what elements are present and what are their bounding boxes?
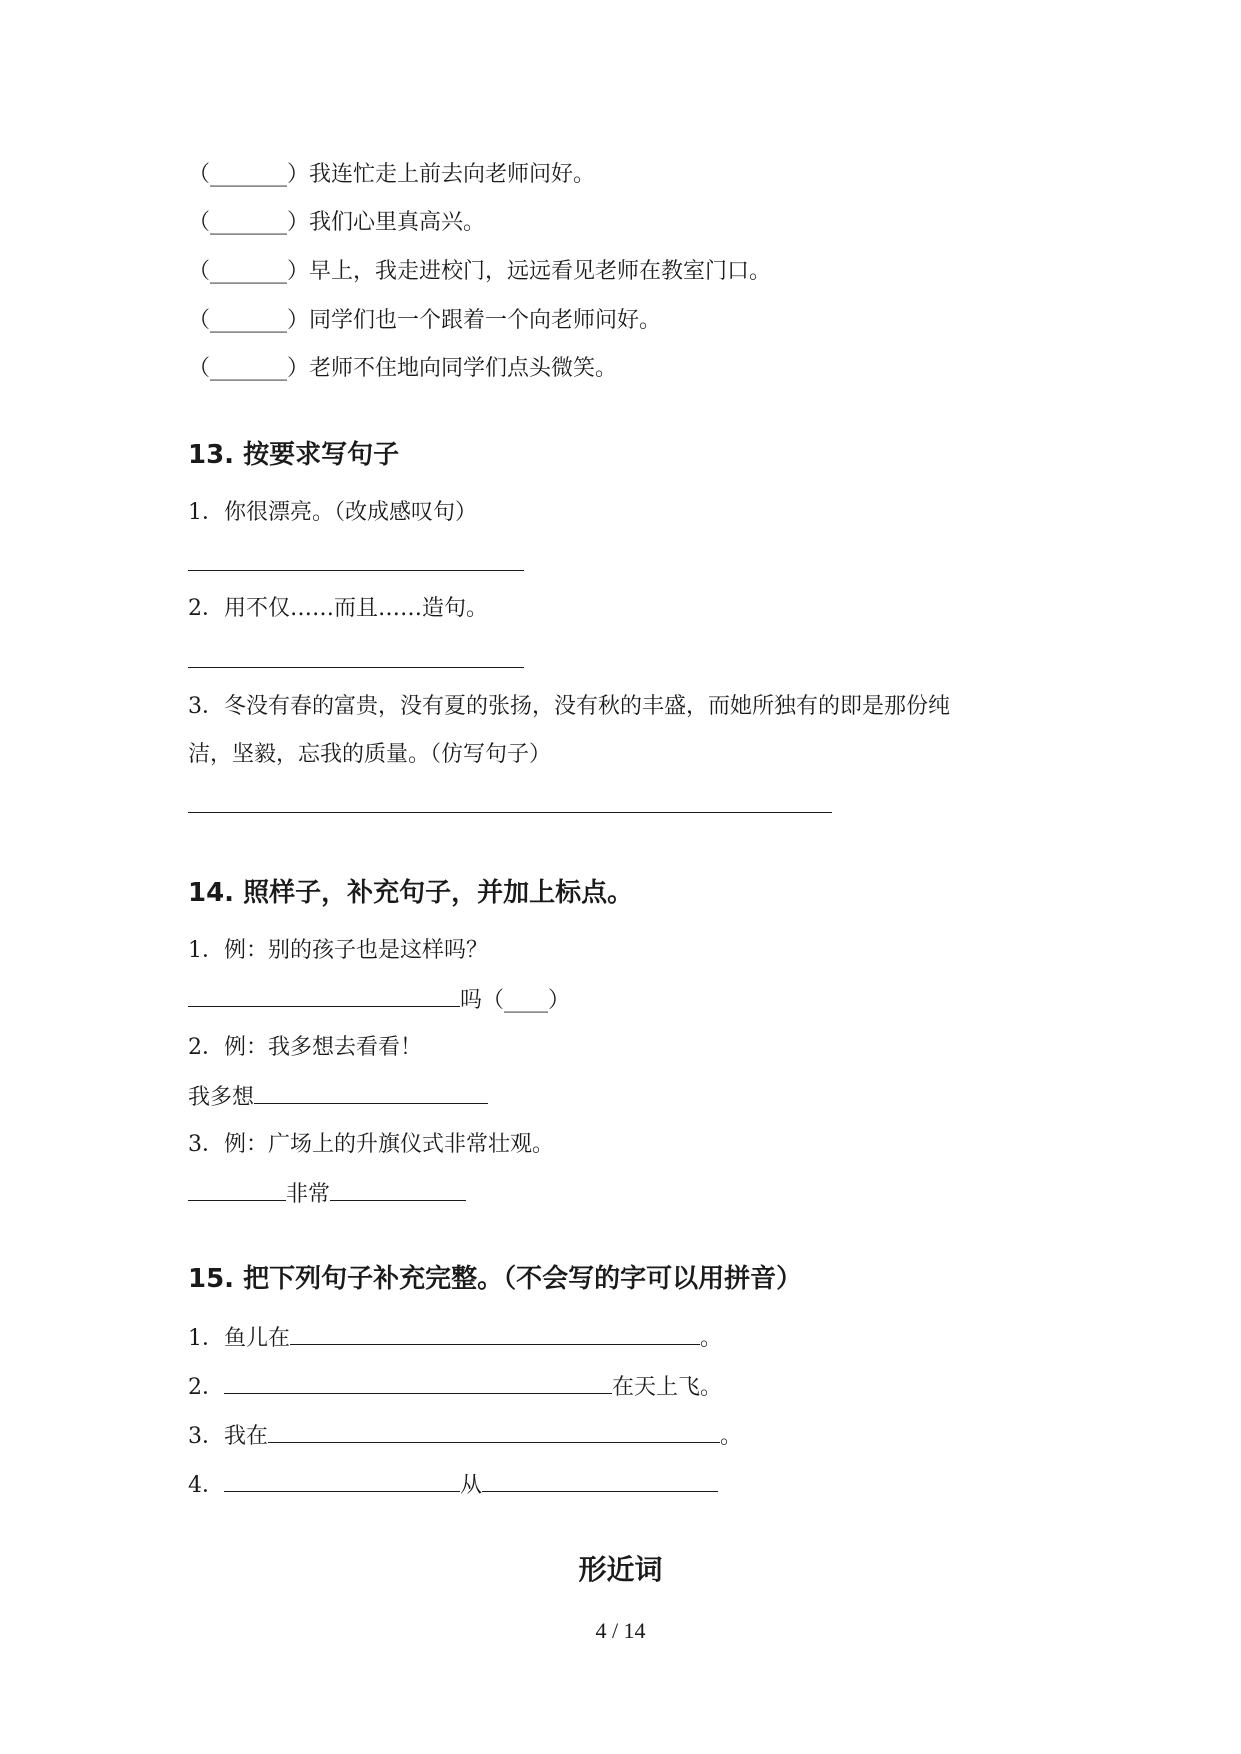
ordering-item: （_______）早上，我走进校门，远远看见老师在教室门口。 <box>188 259 772 284</box>
ordering-item: （_______）我们心里真高兴。 <box>188 210 486 235</box>
q14-example-2: 2．例：我多想去看看！ <box>188 1035 422 1060</box>
section-title: 形近词 <box>578 1553 663 1586</box>
q15-item-4-mid: 从 <box>460 1473 483 1498</box>
q15-item-1 <box>188 1322 722 1354</box>
q15-item-4 <box>188 1469 718 1501</box>
q13-answer-line-3 <box>188 812 832 813</box>
q13-item-3-line-1: 3．冬没有春的富贵，没有夏的张扬，没有秋的丰盛，而她所独有的即是那份纯 <box>188 694 950 719</box>
answer-blank <box>330 1178 466 1201</box>
q15-item-1-head: 1．鱼儿在 <box>188 1326 290 1351</box>
q14-answer-2-head: 我多想 <box>188 1085 255 1110</box>
ordering-item: （_______）老师不住地向同学们点头微笑。 <box>188 356 618 381</box>
answer-blank <box>224 1469 460 1492</box>
q14-answer-2 <box>188 1081 488 1113</box>
q14-answer-1-tail: 吗（____） <box>460 988 571 1013</box>
answer-blank <box>188 1178 286 1201</box>
q14-answer-1 <box>188 984 570 1016</box>
q14-answer-3-mid: 非常 <box>286 1182 331 1207</box>
q14-answer-3 <box>188 1178 466 1210</box>
answer-blank <box>188 984 460 1007</box>
q15-item-2-tail: 在天上飞。 <box>612 1375 723 1400</box>
question-13-heading: 13. 按要求写句子 <box>188 440 400 470</box>
answer-blank <box>224 1371 612 1394</box>
q15-item-3-head: 3．我在 <box>188 1424 268 1449</box>
q15-item-3-tail: 。 <box>720 1424 743 1449</box>
answer-blank <box>290 1322 700 1345</box>
q13-item-3-line-2: 洁，坚毅，忘我的质量。（仿写句子） <box>188 742 552 767</box>
q15-item-2 <box>188 1371 722 1403</box>
question-15-heading: 15. 把下列句子补充完整。（不会写的字可以用拼音） <box>188 1264 803 1294</box>
answer-blank <box>268 1420 720 1443</box>
q14-example-1: 1．例：别的孩子也是这样吗？ <box>188 938 488 963</box>
q13-item-1: 1．你很漂亮。（改成感叹句） <box>188 500 477 525</box>
q15-item-2-head: 2． <box>188 1375 224 1400</box>
ordering-item: （_______）同学们也一个跟着一个向老师问好。 <box>188 308 662 333</box>
question-14-heading: 14. 照样子，补充句子，并加上标点。 <box>188 878 634 908</box>
q13-item-2: 2．用不仅……而且……造句。 <box>188 596 488 621</box>
q15-item-4-head: 4． <box>188 1473 224 1498</box>
ordering-item: （_______）我连忙走上前去向老师问好。 <box>188 162 596 187</box>
q15-item-3 <box>188 1420 742 1452</box>
q13-answer-line-2 <box>188 667 524 668</box>
q15-item-1-tail: 。 <box>700 1326 723 1351</box>
answer-blank <box>254 1081 488 1104</box>
answer-blank <box>482 1469 718 1492</box>
page-number: 4 / 14 <box>595 1618 646 1643</box>
q13-answer-line-1 <box>188 570 524 571</box>
q14-example-3: 3．例：广场上的升旗仪式非常壮观。 <box>188 1132 554 1157</box>
